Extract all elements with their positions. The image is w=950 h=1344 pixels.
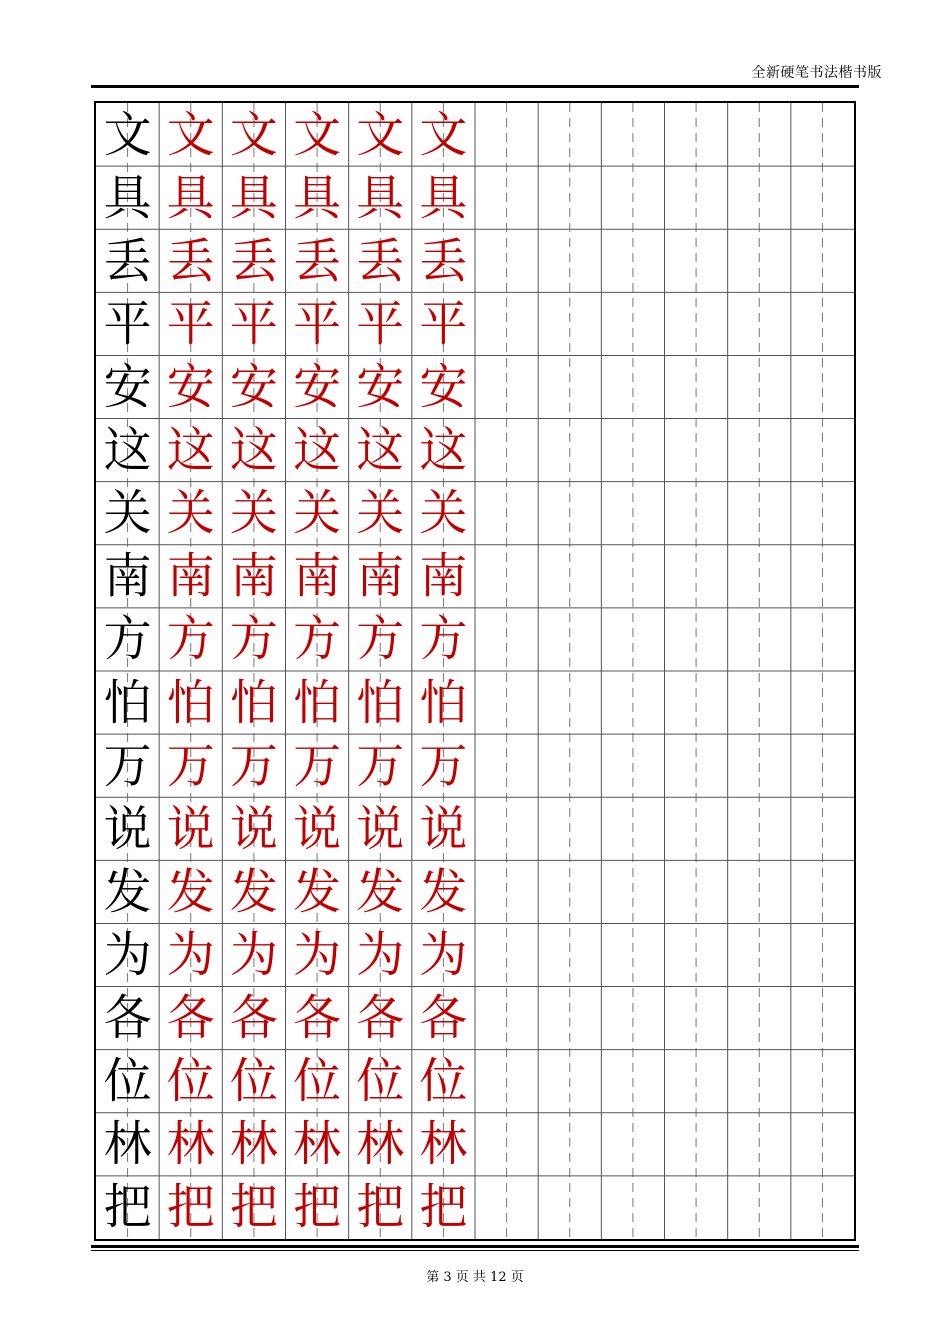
trace-character-cell: [349, 229, 412, 292]
model-character-cell: [96, 797, 159, 860]
trace-character-cell: [412, 608, 475, 671]
trace-character-cell: [222, 608, 285, 671]
trace-character-cell: [159, 797, 222, 860]
trace-character-cell: [159, 1050, 222, 1113]
trace-character: 林: [229, 1116, 278, 1173]
trace-character: 方: [419, 611, 468, 668]
model-character: 具: [103, 169, 152, 226]
trace-character: 丢: [229, 232, 278, 289]
model-character-cell: [96, 292, 159, 355]
trace-character: 发: [293, 863, 342, 920]
trace-character-cell: [159, 482, 222, 545]
model-character-cell: [96, 419, 159, 482]
trace-character: 具: [229, 169, 278, 226]
model-character: 说: [103, 800, 152, 857]
trace-character: 位: [356, 1053, 405, 1110]
trace-character: 南: [293, 548, 342, 605]
trace-character: 丢: [166, 232, 215, 289]
model-character-cell: [96, 923, 159, 986]
trace-character: 南: [229, 548, 278, 605]
model-character: 各: [103, 990, 152, 1047]
trace-character-cell: [286, 671, 349, 734]
trace-character: 说: [166, 800, 215, 857]
trace-character-cell: [349, 355, 412, 418]
trace-character-cell: [222, 734, 285, 797]
trace-character: 安: [166, 358, 215, 415]
trace-character-cell: [349, 923, 412, 986]
trace-character-cell: [412, 1050, 475, 1113]
trace-character: 发: [419, 863, 468, 920]
model-character-cell: [96, 987, 159, 1050]
trace-character-cell: [349, 1113, 412, 1176]
trace-character: 南: [419, 548, 468, 605]
trace-character: 为: [293, 926, 342, 983]
trace-character-cell: [412, 987, 475, 1050]
trace-character-cell: [349, 545, 412, 608]
header-title: 全新硬笔书法楷书版: [751, 65, 882, 81]
trace-character-cell: [222, 355, 285, 418]
trace-character: 为: [419, 926, 468, 983]
trace-character-cell: [159, 545, 222, 608]
trace-character: 说: [229, 800, 278, 857]
trace-character-cell: [222, 103, 285, 166]
trace-character: 平: [356, 295, 405, 352]
model-character: 位: [103, 1053, 152, 1110]
trace-character-cell: [159, 103, 222, 166]
trace-character: 位: [166, 1053, 215, 1110]
trace-character-cell: [222, 166, 285, 229]
trace-character: 万: [419, 737, 468, 794]
trace-character-cell: [349, 419, 412, 482]
trace-character-cell: [159, 671, 222, 734]
trace-character-cell: [286, 987, 349, 1050]
trace-character: 方: [229, 611, 278, 668]
trace-character: 万: [293, 737, 342, 794]
trace-character: 方: [356, 611, 405, 668]
trace-character: 怕: [229, 674, 278, 731]
trace-character: 各: [293, 990, 342, 1047]
model-character: 发: [103, 863, 152, 920]
trace-character: 安: [293, 358, 342, 415]
model-character-cell: [96, 1176, 159, 1239]
trace-character-cell: [349, 1176, 412, 1239]
trace-character: 各: [166, 990, 215, 1047]
model-character: 林: [103, 1116, 152, 1173]
trace-character: 说: [356, 800, 405, 857]
model-character: 怕: [103, 674, 152, 731]
trace-character-cell: [222, 923, 285, 986]
trace-character-cell: [412, 355, 475, 418]
trace-character-cell: [349, 734, 412, 797]
model-character-cell: [96, 229, 159, 292]
model-character: 文: [103, 106, 152, 163]
trace-character-cell: [286, 292, 349, 355]
model-character: 平: [103, 295, 152, 352]
header-rule: [91, 85, 859, 88]
trace-character: 各: [229, 990, 278, 1047]
trace-character: 位: [293, 1053, 342, 1110]
trace-character: 把: [229, 1179, 278, 1236]
trace-character: 万: [229, 737, 278, 794]
trace-character: 把: [166, 1179, 215, 1236]
trace-character-cell: [412, 860, 475, 923]
trace-character: 为: [229, 926, 278, 983]
trace-character: 文: [229, 106, 278, 163]
trace-character-cell: [349, 103, 412, 166]
model-character: 丢: [103, 232, 152, 289]
trace-character-cell: [349, 860, 412, 923]
trace-character: 文: [166, 106, 215, 163]
trace-character-cell: [286, 734, 349, 797]
trace-character-cell: [159, 860, 222, 923]
trace-character-cell: [349, 166, 412, 229]
trace-character-cell: [222, 545, 285, 608]
trace-character: 怕: [419, 674, 468, 731]
trace-character: 关: [356, 485, 405, 542]
trace-character-cell: [286, 482, 349, 545]
trace-character-cell: [222, 482, 285, 545]
trace-character: 文: [293, 106, 342, 163]
trace-character: 关: [419, 485, 468, 542]
trace-character: 具: [419, 169, 468, 226]
trace-character-cell: [412, 1176, 475, 1239]
trace-character-cell: [412, 1113, 475, 1176]
trace-character-cell: [286, 355, 349, 418]
trace-character-cell: [286, 229, 349, 292]
model-character-cell: [96, 608, 159, 671]
trace-character: 这: [166, 422, 215, 479]
trace-character-cell: [159, 608, 222, 671]
trace-character-cell: [222, 1050, 285, 1113]
trace-character: 把: [356, 1179, 405, 1236]
trace-character: 林: [166, 1116, 215, 1173]
model-character-cell: [96, 482, 159, 545]
trace-character: 南: [166, 548, 215, 605]
trace-character: 平: [229, 295, 278, 352]
trace-character: 把: [293, 1179, 342, 1236]
trace-character-cell: [286, 923, 349, 986]
trace-character: 林: [356, 1116, 405, 1173]
trace-character-cell: [412, 734, 475, 797]
trace-character: 文: [356, 106, 405, 163]
trace-character-cell: [159, 229, 222, 292]
model-character-cell: [96, 1113, 159, 1176]
model-character: 关: [103, 485, 152, 542]
trace-character-cell: [159, 923, 222, 986]
trace-character: 这: [356, 422, 405, 479]
trace-character: 丢: [293, 232, 342, 289]
trace-character-cell: [349, 797, 412, 860]
model-character-cell: [96, 103, 159, 166]
trace-character-cell: [412, 923, 475, 986]
trace-character: 具: [356, 169, 405, 226]
trace-character-cell: [159, 1113, 222, 1176]
model-character: 这: [103, 422, 152, 479]
trace-character-cell: [222, 860, 285, 923]
trace-character: 丢: [356, 232, 405, 289]
trace-character: 各: [419, 990, 468, 1047]
trace-character: 平: [419, 295, 468, 352]
trace-character-cell: [222, 671, 285, 734]
model-character-cell: [96, 860, 159, 923]
trace-character-cell: [412, 166, 475, 229]
trace-character-cell: [349, 671, 412, 734]
trace-character: 林: [293, 1116, 342, 1173]
trace-character-cell: [349, 482, 412, 545]
trace-character-cell: [159, 1176, 222, 1239]
trace-character-cell: [286, 608, 349, 671]
model-character-cell: [96, 545, 159, 608]
trace-character: 怕: [293, 674, 342, 731]
trace-character-cell: [286, 860, 349, 923]
trace-character-cell: [222, 987, 285, 1050]
model-character: 方: [103, 611, 152, 668]
trace-character: 发: [356, 863, 405, 920]
trace-character-cell: [412, 229, 475, 292]
model-character: 为: [103, 926, 152, 983]
trace-character: 方: [166, 611, 215, 668]
trace-character-cell: [286, 545, 349, 608]
trace-character-cell: [222, 229, 285, 292]
model-character: 把: [103, 1179, 152, 1236]
trace-character-cell: [412, 545, 475, 608]
trace-character-cell: [286, 103, 349, 166]
model-character: 南: [103, 548, 152, 605]
trace-character: 平: [293, 295, 342, 352]
trace-character-cell: [222, 419, 285, 482]
model-character: 万: [103, 737, 152, 794]
trace-character: 万: [166, 737, 215, 794]
trace-character: 这: [293, 422, 342, 479]
page-number: 第 3 页 共 12 页: [426, 1270, 524, 1285]
trace-character-cell: [286, 797, 349, 860]
trace-character: 方: [293, 611, 342, 668]
model-character-cell: [96, 1050, 159, 1113]
trace-character-cell: [159, 355, 222, 418]
trace-character-cell: [349, 1050, 412, 1113]
trace-character-cell: [412, 419, 475, 482]
model-character-cell: [96, 355, 159, 418]
trace-character: 这: [229, 422, 278, 479]
trace-character: 位: [229, 1053, 278, 1110]
trace-character: 安: [419, 358, 468, 415]
trace-character-cell: [412, 103, 475, 166]
trace-character-cell: [286, 1050, 349, 1113]
trace-character: 平: [166, 295, 215, 352]
trace-character: 说: [293, 800, 342, 857]
model-character-cell: [96, 166, 159, 229]
trace-character: 关: [229, 485, 278, 542]
trace-character-cell: [412, 671, 475, 734]
trace-character-cell: [286, 1113, 349, 1176]
footer-rule: [91, 1245, 859, 1248]
trace-character: 怕: [356, 674, 405, 731]
trace-character-cell: [159, 166, 222, 229]
trace-character: 文: [419, 106, 468, 163]
trace-character: 这: [419, 422, 468, 479]
trace-character: 关: [166, 485, 215, 542]
trace-character-cell: [412, 797, 475, 860]
trace-character-cell: [159, 419, 222, 482]
trace-character-cell: [286, 419, 349, 482]
trace-character-cell: [222, 797, 285, 860]
trace-character: 具: [166, 169, 215, 226]
trace-character-cell: [286, 1176, 349, 1239]
trace-character-cell: [159, 987, 222, 1050]
trace-character: 说: [419, 800, 468, 857]
trace-character: 为: [356, 926, 405, 983]
trace-character: 安: [229, 358, 278, 415]
trace-character-cell: [349, 608, 412, 671]
trace-character-cell: [286, 166, 349, 229]
trace-character: 南: [356, 548, 405, 605]
trace-character: 万: [356, 737, 405, 794]
trace-character: 发: [229, 863, 278, 920]
trace-character: 怕: [166, 674, 215, 731]
trace-character: 把: [419, 1179, 468, 1236]
trace-character-cell: [222, 292, 285, 355]
trace-character-cell: [222, 1176, 285, 1239]
trace-character-cell: [349, 987, 412, 1050]
trace-character-cell: [412, 482, 475, 545]
trace-character: 具: [293, 169, 342, 226]
trace-character: 发: [166, 863, 215, 920]
trace-character-cell: [349, 292, 412, 355]
trace-character: 丢: [419, 232, 468, 289]
trace-character: 安: [356, 358, 405, 415]
practice-grid: [94, 101, 856, 1241]
trace-character: 关: [293, 485, 342, 542]
trace-character-cell: [412, 292, 475, 355]
trace-character: 位: [419, 1053, 468, 1110]
model-character: 安: [103, 358, 152, 415]
model-character-cell: [96, 671, 159, 734]
trace-character-cell: [159, 292, 222, 355]
trace-character-cell: [222, 1113, 285, 1176]
model-character-cell: [96, 734, 159, 797]
trace-character-cell: [159, 734, 222, 797]
trace-character: 各: [356, 990, 405, 1047]
footer-rule-thin: [91, 1250, 859, 1251]
trace-character: 林: [419, 1116, 468, 1173]
trace-character: 为: [166, 926, 215, 983]
